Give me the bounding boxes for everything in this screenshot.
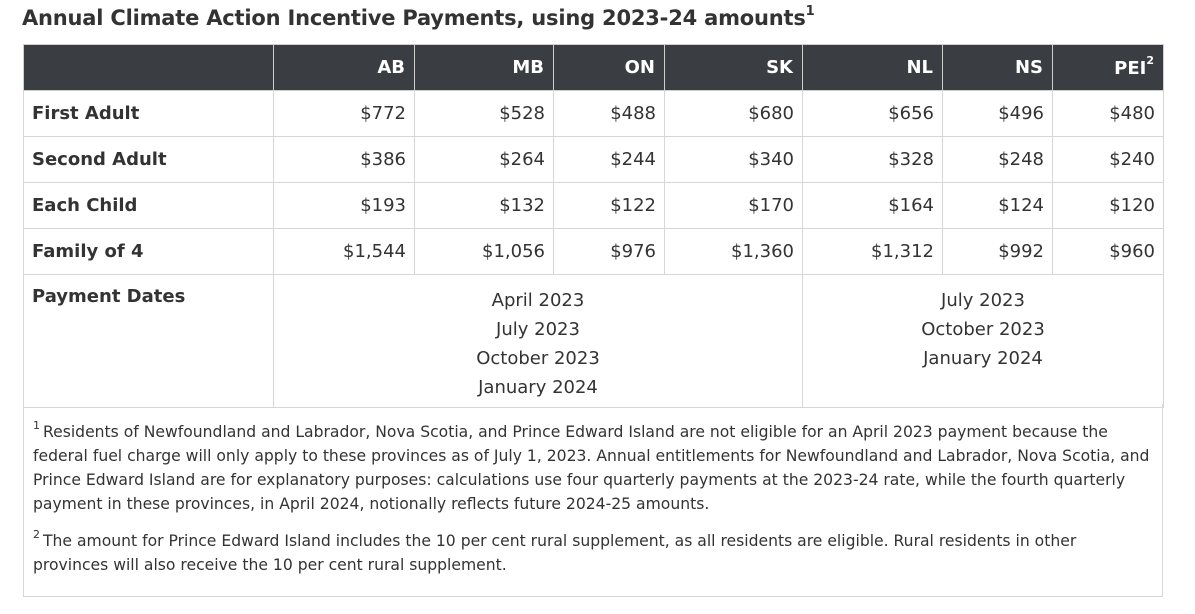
footnote-text: The amount for Prince Edward Island includes the 10 per cent rural supplement, as all residents are eligible. Rural residents in other provinces will also receive the 10 per cent rural supplement. xyxy=(33,532,1077,575)
payment-date: April 2023 xyxy=(491,290,585,311)
footnotes-box xyxy=(23,404,1163,597)
footnote-2 xyxy=(33,525,1153,577)
table-header-row xyxy=(24,45,1164,91)
table-cell: $193 xyxy=(274,183,415,229)
table-cell: $656 xyxy=(803,91,943,137)
payment-date: January 2024 xyxy=(923,348,1043,369)
payment-date: July 2023 xyxy=(496,319,580,340)
table-row xyxy=(24,91,1164,137)
row-label: Payment Dates xyxy=(24,275,274,408)
table-cell: $1,056 xyxy=(415,229,554,275)
table-cell: $120 xyxy=(1053,183,1164,229)
table-cell: $480 xyxy=(1053,91,1164,137)
table-cell: $528 xyxy=(415,91,554,137)
payment-date: October 2023 xyxy=(921,319,1045,340)
title-text: Annual Climate Action Incentive Payments, using 2023-24 amounts xyxy=(22,6,806,30)
payment-date: October 2023 xyxy=(476,348,600,369)
table-cell: $328 xyxy=(803,137,943,183)
table-cell: $240 xyxy=(1053,137,1164,183)
table-cell: $386 xyxy=(274,137,415,183)
row-label: First Adult xyxy=(24,91,274,137)
table-cell: $340 xyxy=(665,137,803,183)
row-label: Family of 4 xyxy=(24,229,274,275)
payment-dates-group-2 xyxy=(803,275,1164,408)
payment-dates-row xyxy=(24,275,1164,408)
payment-date: January 2024 xyxy=(478,377,598,398)
table-cell: $1,544 xyxy=(274,229,415,275)
column-header-mb: MB xyxy=(415,45,554,91)
table-cell: $496 xyxy=(943,91,1053,137)
pei-footnote-marker: 2 xyxy=(1146,53,1154,67)
table-cell: $488 xyxy=(554,91,665,137)
footnote-1 xyxy=(33,416,1153,516)
table-cell: $960 xyxy=(1053,229,1164,275)
table-cell: $164 xyxy=(803,183,943,229)
table-cell: $244 xyxy=(554,137,665,183)
column-header-blank xyxy=(24,45,274,91)
footnote-marker: 2 xyxy=(33,528,40,542)
column-header-ab: AB xyxy=(274,45,415,91)
table-cell: $976 xyxy=(554,229,665,275)
row-label: Each Child xyxy=(24,183,274,229)
column-header-sk: SK xyxy=(665,45,803,91)
table-cell: $248 xyxy=(943,137,1053,183)
payment-date: July 2023 xyxy=(941,290,1025,311)
table-cell: $122 xyxy=(554,183,665,229)
incentive-table xyxy=(23,44,1164,408)
table-cell: $992 xyxy=(943,229,1053,275)
title-footnote-marker: 1 xyxy=(805,4,815,19)
row-label: Second Adult xyxy=(24,137,274,183)
column-header-nl: NL xyxy=(803,45,943,91)
footnote-marker: 1 xyxy=(33,419,40,432)
payment-dates-group-1 xyxy=(274,275,803,408)
table-cell: $124 xyxy=(943,183,1053,229)
table-cell: $132 xyxy=(415,183,554,229)
table-row xyxy=(24,183,1164,229)
table-cell: $772 xyxy=(274,91,415,137)
table-cell: $170 xyxy=(665,183,803,229)
footnote-text: Residents of Newfoundland and Labrador, Nova Scotia, and Prince Edward Island are not eligible for an April 2023 payment because the federal fuel charge will only apply to these provinces as of July 1, 2023. Annual entitlements for Newfoundland and Labrador, Nova Scotia, and Prince Edward Island are for explanatory purposes: calculations use four quarterly payments at the 2023-24 rate, while the fourth quarterly payment in these provinces, in April 2024, notionally reflects future 2024-25 amounts. xyxy=(33,423,1150,514)
table-cell: $680 xyxy=(665,91,803,137)
table-row xyxy=(24,229,1164,275)
page-title xyxy=(22,6,815,30)
table-cell: $264 xyxy=(415,137,554,183)
table-cell: $1,312 xyxy=(803,229,943,275)
table-cell: $1,360 xyxy=(665,229,803,275)
column-header-pei: PEI$^2$ xyxy=(1053,45,1164,91)
column-header-ns: NS xyxy=(943,45,1053,91)
column-header-on: ON xyxy=(554,45,665,91)
table-row xyxy=(24,137,1164,183)
